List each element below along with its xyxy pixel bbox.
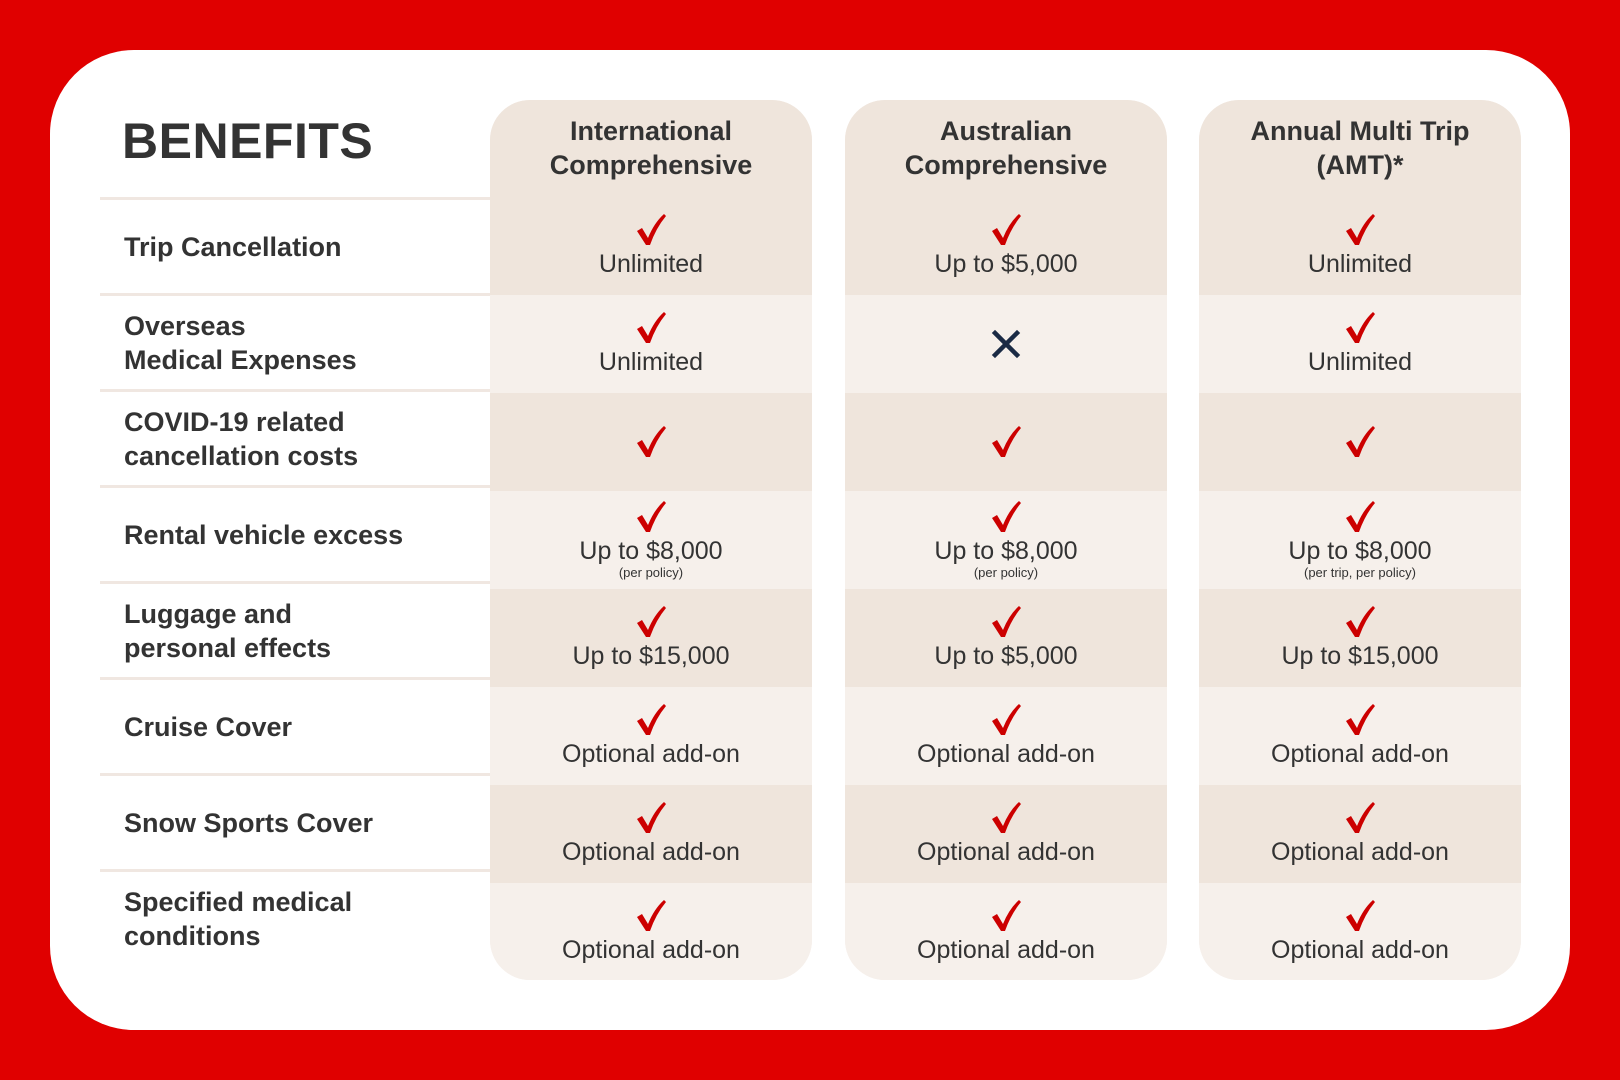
benefit-cell xyxy=(490,785,812,883)
benefit-cell xyxy=(845,687,1167,785)
benefit-cell xyxy=(1199,589,1521,687)
benefit-row xyxy=(100,485,490,581)
cell-note: (per trip, per policy) xyxy=(1304,565,1416,580)
plan-title: Australian Comprehensive xyxy=(904,116,1108,180)
cell-value: Unlimited xyxy=(1307,250,1413,278)
check-icon xyxy=(990,801,1022,835)
benefit-cell xyxy=(490,883,812,980)
benefit-row xyxy=(100,581,490,677)
check-icon xyxy=(990,425,1022,459)
benefit-label: Trip Cancellation xyxy=(124,231,342,262)
plan-cells xyxy=(1199,197,1521,980)
cross-icon xyxy=(990,328,1022,360)
cell-value: Unlimited xyxy=(598,250,704,278)
check-icon xyxy=(990,899,1022,933)
benefit-cell xyxy=(490,687,812,785)
check-icon xyxy=(1344,605,1376,639)
benefit-cell xyxy=(845,295,1167,393)
cell-value: Optional add-on xyxy=(917,838,1095,866)
cell-value: Unlimited xyxy=(598,348,704,376)
benefit-row xyxy=(100,197,490,293)
benefit-cell xyxy=(1199,785,1521,883)
plan-column-international xyxy=(490,100,812,980)
cell-value: Optional add-on xyxy=(1271,838,1449,866)
plan-title: Annual Multi Trip (AMT)* xyxy=(1250,116,1470,180)
check-icon xyxy=(990,703,1022,737)
benefit-label: Rental vehicle excess xyxy=(124,519,404,550)
cell-value: Up to $5,000 xyxy=(934,250,1078,278)
cell-value: Optional add-on xyxy=(917,936,1095,964)
benefits-heading: BENEFITS xyxy=(122,113,374,169)
benefit-cell xyxy=(1199,197,1521,295)
benefit-cell xyxy=(845,883,1167,980)
benefit-cell xyxy=(845,785,1167,883)
cell-value: Up to $8,000 xyxy=(579,537,723,565)
check-icon xyxy=(635,703,667,737)
plan-cells xyxy=(845,197,1167,980)
benefit-cell xyxy=(845,197,1167,295)
benefit-cell xyxy=(1199,491,1521,589)
check-icon xyxy=(1344,311,1376,345)
cell-value: Optional add-on xyxy=(562,740,740,768)
check-icon xyxy=(635,311,667,345)
benefit-labels xyxy=(100,197,490,965)
cell-value: Up to $8,000 xyxy=(934,537,1078,565)
check-icon xyxy=(990,213,1022,247)
check-icon xyxy=(990,605,1022,639)
benefit-label: COVID-19 related cancellation costs xyxy=(124,406,359,471)
cell-value: Unlimited xyxy=(1307,348,1413,376)
check-icon xyxy=(635,425,667,459)
benefit-cell xyxy=(845,491,1167,589)
benefit-cell xyxy=(490,589,812,687)
benefit-cell xyxy=(845,393,1167,491)
check-icon xyxy=(1344,899,1376,933)
cell-note: (per policy) xyxy=(618,565,684,580)
benefit-label: Overseas Medical Expenses xyxy=(124,310,357,375)
cell-value: Up to $5,000 xyxy=(934,642,1078,670)
benefit-cell xyxy=(1199,393,1521,491)
check-icon xyxy=(1344,500,1376,534)
plan-title: International Comprehensive xyxy=(549,116,753,180)
benefit-row xyxy=(100,773,490,869)
benefit-cell xyxy=(490,491,812,589)
check-icon xyxy=(1344,703,1376,737)
benefit-cell xyxy=(490,197,812,295)
benefit-cell xyxy=(490,393,812,491)
cell-note: (per policy) xyxy=(973,565,1039,580)
check-icon xyxy=(990,500,1022,534)
check-icon xyxy=(1344,801,1376,835)
check-icon xyxy=(635,899,667,933)
check-icon xyxy=(635,605,667,639)
benefit-row xyxy=(100,677,490,773)
cell-value: Up to $15,000 xyxy=(1281,642,1439,670)
check-icon xyxy=(635,801,667,835)
benefit-label: Cruise Cover xyxy=(124,711,293,742)
plan-header xyxy=(1199,100,1521,197)
benefit-cell xyxy=(1199,687,1521,785)
cell-value: Optional add-on xyxy=(562,936,740,964)
cell-value: Optional add-on xyxy=(562,838,740,866)
plan-column-australian xyxy=(845,100,1167,980)
benefit-row xyxy=(100,389,490,485)
cell-value: Up to $8,000 xyxy=(1288,537,1432,565)
cell-value: Up to $15,000 xyxy=(572,642,730,670)
cell-value: Optional add-on xyxy=(1271,740,1449,768)
benefit-row xyxy=(100,293,490,389)
benefit-cell xyxy=(845,589,1167,687)
benefit-cell xyxy=(490,295,812,393)
plan-cells xyxy=(490,197,812,980)
check-icon xyxy=(635,500,667,534)
plan-header xyxy=(490,100,812,197)
check-icon xyxy=(1344,213,1376,247)
benefit-label: Snow Sports Cover xyxy=(124,807,374,838)
benefit-cell xyxy=(1199,883,1521,980)
benefit-label: Luggage and personal effects xyxy=(124,598,332,663)
cell-value: Optional add-on xyxy=(1271,936,1449,964)
plan-header xyxy=(845,100,1167,197)
check-icon xyxy=(1344,425,1376,459)
check-icon xyxy=(635,213,667,247)
benefit-label: Specified medical conditions xyxy=(124,886,353,951)
plan-column-annual-multi-trip xyxy=(1199,100,1521,980)
cell-value: Optional add-on xyxy=(917,740,1095,768)
benefit-row xyxy=(100,869,490,965)
benefit-cell xyxy=(1199,295,1521,393)
